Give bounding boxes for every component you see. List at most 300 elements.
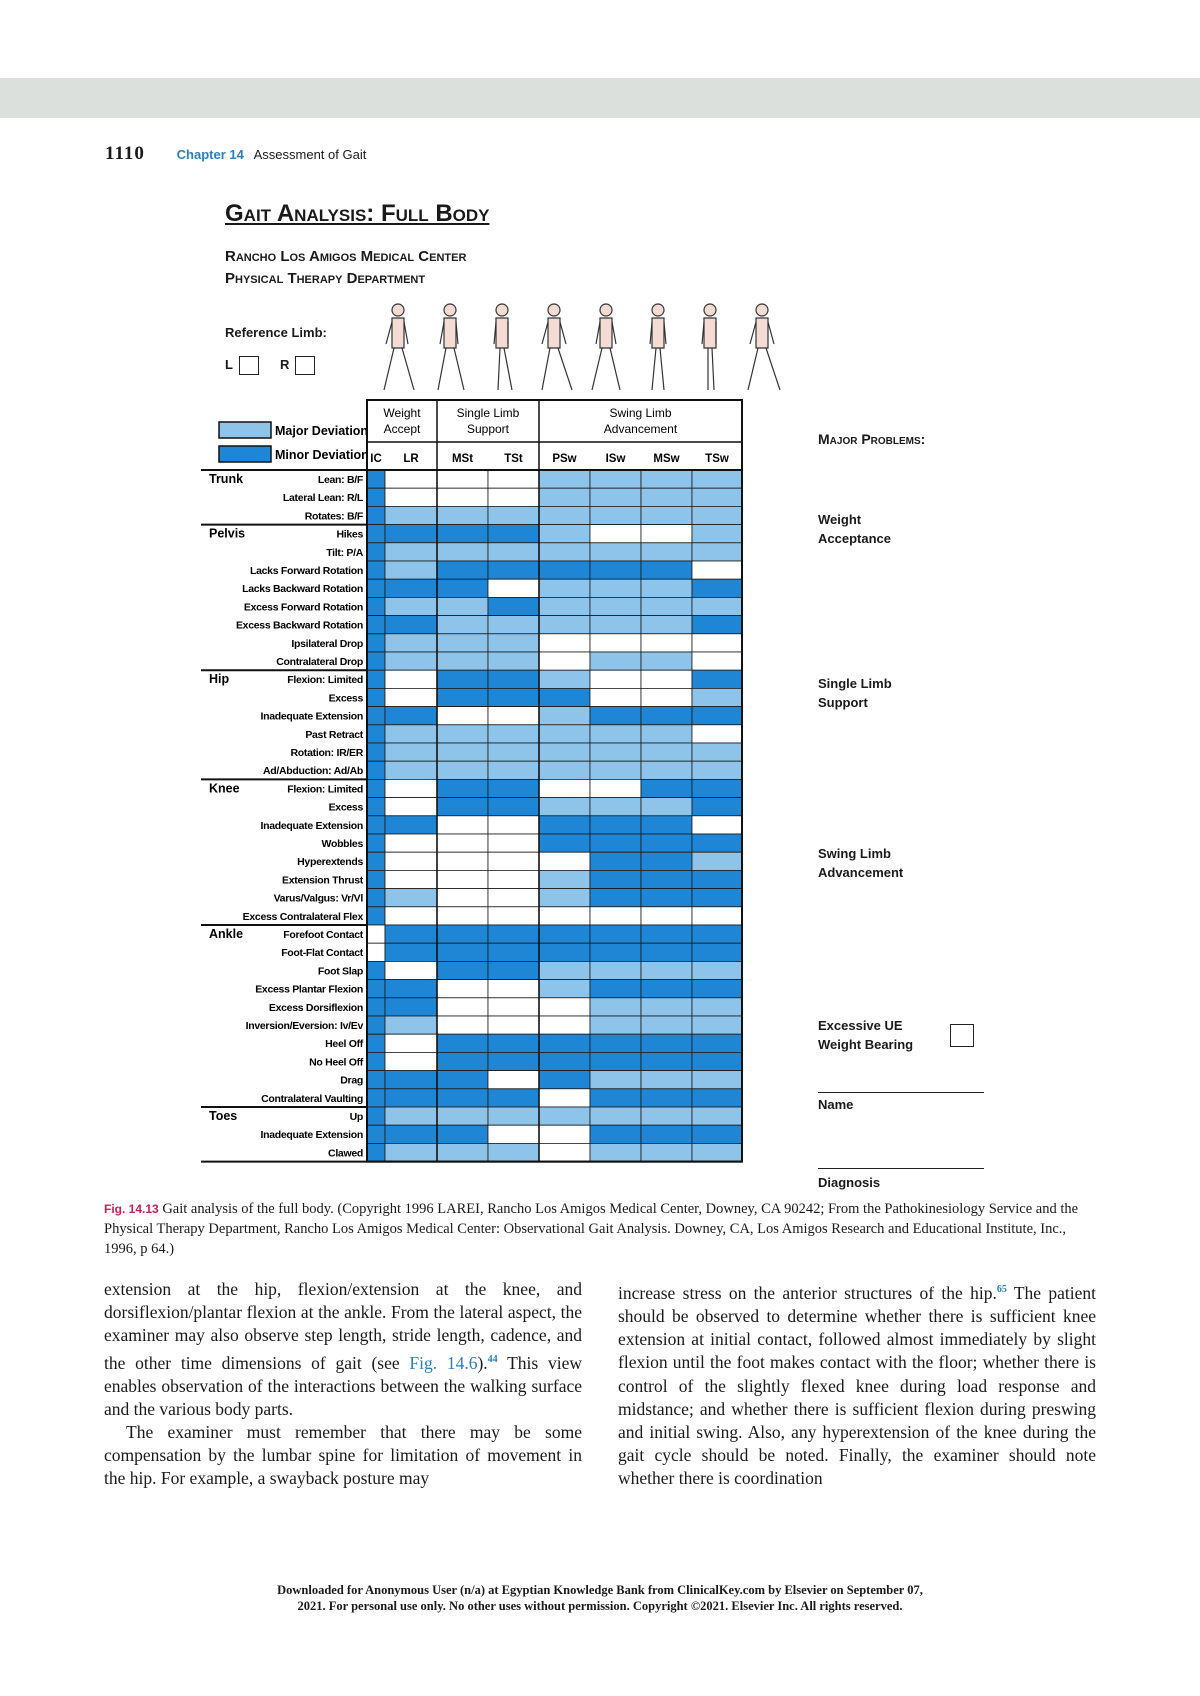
- grid-cell: [488, 1052, 539, 1070]
- grid-cell: [488, 488, 539, 506]
- grid-cell: [539, 470, 590, 488]
- grid-cell: [590, 707, 641, 725]
- grid-cell: [641, 670, 692, 688]
- right-limb-checkbox[interactable]: [295, 356, 315, 375]
- grid-cell: [539, 597, 590, 615]
- phase-group-label: Accept: [383, 422, 421, 436]
- grid-cell: [385, 798, 437, 816]
- grid-cell: [641, 688, 692, 706]
- grid-cell: [437, 652, 488, 670]
- grid-cell: [539, 998, 590, 1016]
- grid-cell: [692, 798, 742, 816]
- grid-cell: [385, 961, 437, 979]
- grid-cell: [641, 980, 692, 998]
- grid-cell: [385, 543, 437, 561]
- grid-cell: [539, 1071, 590, 1089]
- grid-cell: [590, 506, 641, 524]
- grid-cell: [367, 670, 385, 688]
- grid-cell: [692, 707, 742, 725]
- grid-cell: [488, 707, 539, 725]
- deviation-label: Wobbles: [321, 838, 363, 850]
- deviation-label: Foot Slap: [317, 965, 363, 978]
- grid-cell: [488, 925, 539, 943]
- grid-cell: [367, 925, 385, 943]
- grid-cell: [488, 761, 539, 779]
- grid-cell: [488, 1071, 539, 1089]
- grid-cell: [488, 1034, 539, 1052]
- grid-cell: [539, 652, 590, 670]
- grid-cell: [590, 488, 641, 506]
- gait-figure-lr: [438, 304, 464, 390]
- grid-cell: [437, 961, 488, 979]
- grid-cell: [641, 870, 692, 888]
- grid-cell: [692, 506, 742, 524]
- grid-cell: [641, 725, 692, 743]
- grid-cell: [385, 816, 437, 834]
- grid-cell: [488, 1016, 539, 1034]
- text-run: The patient should be observed to determine whether there is sufficient knee extension at initial contact, followed almost immediately by slight flexion until the foot makes contact with the floor; whether there is control of the slightly flexed knee during load response and midstance; and whether there is sufficient flexion during preswing and initial swing. Also, any hyperextension of the knee during the gait cycle should be noted. Finally, the examiner should note whether there is coordination: [618, 1282, 1097, 1489]
- grid-cell: [437, 834, 488, 852]
- grid-cell: [488, 506, 539, 524]
- deviation-label: Hikes: [336, 528, 363, 541]
- reference-limb-label: Reference Limb:: [225, 325, 327, 340]
- grid-cell: [590, 597, 641, 615]
- grid-cell: [367, 1107, 385, 1125]
- problem-swing-limb-advancement: Swing Limb Advancement: [818, 846, 904, 880]
- gait-figure-msw: [702, 304, 716, 390]
- grid-cell: [437, 470, 488, 488]
- deviation-label: Lacks Backward Rotation: [242, 583, 363, 596]
- deviation-label: Excess Dorsiflexion: [268, 1001, 363, 1014]
- grid-cell: [385, 852, 437, 870]
- deviation-label: Inadequate Extension: [260, 819, 363, 832]
- reference-link[interactable]: 65: [996, 1284, 1007, 1295]
- grid-cell: [488, 743, 539, 761]
- legend-major-label: Major Deviation: [275, 424, 369, 438]
- grid-cell: [641, 998, 692, 1016]
- deviation-label: Tilt: P/A: [326, 546, 363, 559]
- grid-cell: [590, 870, 641, 888]
- grid-cell: [590, 761, 641, 779]
- grid-cell: [641, 761, 692, 779]
- grid-cell: [539, 852, 590, 870]
- grid-cell: [488, 798, 539, 816]
- grid-cell: [539, 634, 590, 652]
- grid-cell: [385, 1016, 437, 1034]
- grid-cell: [385, 1107, 437, 1125]
- grid-cell: [367, 834, 385, 852]
- grid-cell: [539, 561, 590, 579]
- ue-weight-bearing-label: Excessive UE Weight Bearing: [818, 1018, 914, 1052]
- grid-cell: [692, 834, 742, 852]
- grid-cell: [488, 543, 539, 561]
- problem-single-limb-support: Single Limb Support: [818, 676, 892, 710]
- grid-cell: [367, 1071, 385, 1089]
- body-column-right: [618, 1278, 1096, 1491]
- grid-cell: [641, 743, 692, 761]
- grid-cell: [692, 670, 742, 688]
- right-limb-label: R: [280, 356, 290, 372]
- grid-cell: [437, 761, 488, 779]
- grid-cell: [641, 961, 692, 979]
- gait-figures-illustration: [372, 300, 812, 400]
- grid-cell: [590, 1016, 641, 1034]
- grid-cell: [437, 798, 488, 816]
- grid-cell: [692, 961, 742, 979]
- gait-figure-tsw: [748, 304, 780, 390]
- deviation-label: Excess Plantar Flexion: [255, 983, 363, 996]
- deviation-label: Flexion: Limited: [287, 783, 363, 796]
- deviation-label: Lacks Forward Rotation: [249, 565, 363, 577]
- deviation-label: Lean: B/F: [317, 474, 363, 486]
- grid-cell: [590, 743, 641, 761]
- grid-cell: [367, 998, 385, 1016]
- grid-cell: [692, 1034, 742, 1052]
- grid-cell: [367, 779, 385, 797]
- deviation-label: Foot-Flat Contact: [281, 947, 363, 960]
- deviation-label: Inadequate Extension: [260, 1129, 363, 1142]
- grid-cell: [692, 488, 742, 506]
- grid-cell: [367, 616, 385, 634]
- top-band: [0, 78, 1200, 118]
- download-footer: [0, 1582, 1200, 1614]
- grid-cell: [488, 579, 539, 597]
- grid-cell: [692, 943, 742, 961]
- grid-cell: [641, 889, 692, 907]
- ue-weight-bearing-checkbox[interactable]: [950, 1024, 974, 1047]
- grid-cell: [590, 1071, 641, 1089]
- grid-cell: [437, 870, 488, 888]
- grid-cell: [385, 889, 437, 907]
- department-name: Physical Therapy Department: [225, 270, 426, 287]
- grid-cell: [437, 1071, 488, 1089]
- grid-cell: [590, 907, 641, 925]
- grid-cell: [367, 506, 385, 524]
- grid-cell: [437, 1052, 488, 1070]
- grid-cell: [692, 998, 742, 1016]
- grid-cell: [437, 725, 488, 743]
- grid-cell: [385, 779, 437, 797]
- phase-group-label: Swing Limb: [609, 406, 672, 420]
- gait-figure-psw: [592, 304, 620, 390]
- deviation-label: Up: [349, 1111, 363, 1123]
- grid-cell: [367, 943, 385, 961]
- grid-cell: [692, 907, 742, 925]
- grid-cell: [590, 998, 641, 1016]
- diagnosis-line[interactable]: [818, 1168, 984, 1169]
- grid-cell: [367, 980, 385, 998]
- grid-cell: [385, 1125, 437, 1143]
- deviation-label: Ad/Abduction: Ad/Ab: [262, 765, 363, 778]
- grid-cell: [488, 1089, 539, 1107]
- grid-cell: [539, 816, 590, 834]
- grid-cell: [539, 761, 590, 779]
- grid-cell: [539, 980, 590, 998]
- gait-figure-mst: [494, 304, 512, 390]
- grid-cell: [641, 798, 692, 816]
- grid-cell: [692, 579, 742, 597]
- grid-cell: [437, 597, 488, 615]
- section-label-hip: Hip: [209, 672, 230, 687]
- grid-cell: [437, 1143, 488, 1161]
- grid-cell: [590, 816, 641, 834]
- grid-cell: [488, 834, 539, 852]
- section-label-ankle: Ankle: [209, 927, 244, 941]
- grid-cell: [641, 1125, 692, 1143]
- grid-cell: [539, 1089, 590, 1107]
- grid-cell: [590, 852, 641, 870]
- grid-cell: [437, 998, 488, 1016]
- grid-cell: [641, 652, 692, 670]
- grid-cell: [641, 488, 692, 506]
- grid-cell: [385, 488, 437, 506]
- grid-cell: [590, 1034, 641, 1052]
- deviation-label: Contralateral Vaulting: [261, 1092, 363, 1105]
- grid-cell: [488, 725, 539, 743]
- chapter-title: Assessment of Gait: [253, 147, 367, 162]
- grid-cell: [437, 688, 488, 706]
- grid-cell: [590, 652, 641, 670]
- text-run: ).: [477, 1352, 488, 1373]
- grid-cell: [692, 1052, 742, 1070]
- grid-cell: [488, 561, 539, 579]
- grid-cell: [385, 634, 437, 652]
- grid-cell: [367, 579, 385, 597]
- grid-cell: [437, 1107, 488, 1125]
- grid-cell: [641, 907, 692, 925]
- name-line[interactable]: [818, 1092, 984, 1093]
- deviation-label: Rotation: IR/ER: [290, 747, 363, 759]
- grid-cell: [385, 670, 437, 688]
- grid-cell: [590, 925, 641, 943]
- grid-cell: [641, 1016, 692, 1034]
- grid-cell: [437, 616, 488, 634]
- grid-cell: [641, 525, 692, 543]
- grid-cell: [539, 543, 590, 561]
- grid-cell: [385, 743, 437, 761]
- grid-cell: [367, 707, 385, 725]
- grid-cell: [692, 1107, 742, 1125]
- grid-cell: [590, 943, 641, 961]
- grid-cell: [539, 943, 590, 961]
- grid-cell: [437, 707, 488, 725]
- phase-group-label: Weight: [383, 406, 421, 420]
- problem-weight-acceptance: Weight Acceptance: [818, 512, 891, 546]
- grid-cell: [539, 688, 590, 706]
- grid-cell: [590, 616, 641, 634]
- grid-cell: [539, 579, 590, 597]
- legend-minor-swatch: [219, 446, 271, 462]
- grid-cell: [367, 852, 385, 870]
- grid-cell: [641, 579, 692, 597]
- grid-cell: [692, 1143, 742, 1161]
- grid-cell: [692, 634, 742, 652]
- grid-cell: [590, 634, 641, 652]
- grid-cell: [590, 579, 641, 597]
- grid-cell: [641, 779, 692, 797]
- phase-header-isw: ISw: [605, 453, 626, 465]
- grid-cell: [641, 707, 692, 725]
- running-header: [105, 143, 366, 165]
- grid-cell: [539, 1107, 590, 1125]
- figure-link[interactable]: Fig. 14.6: [409, 1352, 478, 1373]
- left-limb-option[interactable]: [225, 356, 259, 375]
- grid-cell: [385, 925, 437, 943]
- grid-cell: [692, 616, 742, 634]
- grid-cell: [367, 889, 385, 907]
- grid-cell: [488, 652, 539, 670]
- grid-cell: [692, 889, 742, 907]
- gait-figure-ic: [384, 304, 414, 390]
- grid-cell: [641, 506, 692, 524]
- chapter-label[interactable]: Chapter 14: [176, 147, 244, 162]
- grid-cell: [539, 907, 590, 925]
- grid-cell: [385, 980, 437, 998]
- deviation-label: Ipsilateral Drop: [291, 637, 363, 650]
- grid-cell: [367, 761, 385, 779]
- grid-cell: [437, 579, 488, 597]
- grid-cell: [590, 834, 641, 852]
- phase-header-tsw: TSw: [705, 453, 729, 465]
- figure-label: Fig. 14.13: [104, 1202, 159, 1216]
- grid-cell: [539, 743, 590, 761]
- deviation-label: Forefoot Contact: [283, 929, 363, 941]
- deviation-label: No Heel Off: [309, 1056, 363, 1069]
- grid-cell: [692, 652, 742, 670]
- grid-cell: [385, 688, 437, 706]
- grid-cell: [385, 1089, 437, 1107]
- deviation-label: Inadequate Extension: [260, 710, 363, 723]
- grid-cell: [692, 525, 742, 543]
- grid-cell: [692, 925, 742, 943]
- grid-cell: [367, 1089, 385, 1107]
- grid-cell: [437, 743, 488, 761]
- grid-cell: [641, 634, 692, 652]
- grid-cell: [488, 998, 539, 1016]
- grid-cell: [641, 852, 692, 870]
- grid-cell: [539, 834, 590, 852]
- section-label-pelvis: Pelvis: [209, 526, 246, 541]
- grid-cell: [692, 1016, 742, 1034]
- grid-cell: [692, 1089, 742, 1107]
- grid-cell: [692, 561, 742, 579]
- grid-cell: [488, 1107, 539, 1125]
- text-run: extension at the hip, flexion/extension at the knee, and dorsiflexion/plantar flexion at the ankle. From the lateral aspect, the examiner may also observe step length, stride length, cadence, and the other time dimensions of gait (see: [104, 1279, 582, 1373]
- grid-cell: [488, 525, 539, 543]
- body-column-left: [104, 1278, 582, 1491]
- grid-cell: [590, 688, 641, 706]
- grid-cell: [488, 670, 539, 688]
- grid-cell: [641, 543, 692, 561]
- grid-cell: [488, 816, 539, 834]
- deviation-label: Excess: [328, 801, 363, 814]
- grid-cell: [590, 889, 641, 907]
- grid-cell: [641, 816, 692, 834]
- grid-cell: [488, 852, 539, 870]
- grid-cell: [437, 1125, 488, 1143]
- grid-cell: [437, 943, 488, 961]
- major-problems-title: Major Problems:: [818, 431, 926, 447]
- legend-major-swatch: [219, 422, 271, 438]
- grid-cell: [367, 597, 385, 615]
- grid-cell: [367, 652, 385, 670]
- left-limb-label: L: [225, 356, 233, 372]
- grid-cell: [385, 597, 437, 615]
- deviation-label: Rotates: B/F: [304, 510, 363, 523]
- section-label-toes: Toes: [209, 1109, 238, 1123]
- grid-cell: [367, 1034, 385, 1052]
- grid-cell: [539, 870, 590, 888]
- grid-cell: [385, 525, 437, 543]
- grid-cell: [437, 1016, 488, 1034]
- grid-cell: [367, 525, 385, 543]
- grid-cell: [692, 870, 742, 888]
- grid-cell: [385, 652, 437, 670]
- grid-cell: [437, 816, 488, 834]
- grid-cell: [590, 561, 641, 579]
- deviation-label: Hyperextends: [297, 856, 363, 869]
- grid-cell: [488, 597, 539, 615]
- grid-cell: [385, 707, 437, 725]
- grid-cell: [367, 1016, 385, 1034]
- grid-cell: [539, 925, 590, 943]
- grid-cell: [641, 561, 692, 579]
- grid-cell: [385, 1052, 437, 1070]
- deviation-label: Excess Backward Rotation: [235, 619, 363, 632]
- grid-cell: [488, 779, 539, 797]
- grid-cell: [385, 834, 437, 852]
- grid-cell: [590, 470, 641, 488]
- grid-cell: [692, 779, 742, 797]
- grid-cell: [692, 543, 742, 561]
- grid-cell: [539, 707, 590, 725]
- grid-cell: [692, 980, 742, 998]
- grid-cell: [385, 1034, 437, 1052]
- grid-cell: [641, 1143, 692, 1161]
- left-limb-checkbox[interactable]: [239, 356, 259, 375]
- grid-cell: [692, 761, 742, 779]
- right-limb-option[interactable]: [280, 356, 315, 375]
- caption-text: Gait analysis of the full body. (Copyright 1996 LAREI, Rancho Los Amigos Medical Center, Downey, CA 90242; From the Pathokinesiology Service and the Physical Therapy Department, Rancho Los Amigos Medical Center: Observational Gait Analysis. Downey, CA, Los Amigos Research and Educational Institute, Inc., 1996, p 64.): [104, 1201, 1079, 1257]
- reference-link[interactable]: 44: [487, 1353, 498, 1365]
- grid-cell: [590, 543, 641, 561]
- deviation-label: Extension Thrust: [282, 874, 363, 887]
- grid-cell: [590, 525, 641, 543]
- grid-cell: [367, 816, 385, 834]
- legend-minor-label: Minor Deviation: [275, 448, 369, 462]
- grid-cell: [641, 1089, 692, 1107]
- deviation-label: Clawed: [328, 1147, 363, 1160]
- grid-cell: [367, 1125, 385, 1143]
- grid-cell: [367, 725, 385, 743]
- grid-cell: [437, 907, 488, 925]
- grid-cell: [539, 1034, 590, 1052]
- phase-header-lr: LR: [403, 453, 419, 465]
- grid-cell: [641, 470, 692, 488]
- grid-cell: [488, 470, 539, 488]
- page-number: 1110: [105, 143, 145, 164]
- grid-cell: [641, 616, 692, 634]
- grid-cell: [437, 889, 488, 907]
- grid-cell: [539, 779, 590, 797]
- grid-cell: [367, 798, 385, 816]
- footer-line-2: 2021. For personal use only. No other uses without permission. Copyright ©2021. Elsevier Inc. All rights reserved.: [297, 1599, 903, 1613]
- grid-cell: [437, 670, 488, 688]
- grid-cell: [590, 961, 641, 979]
- grid-cell: [385, 470, 437, 488]
- grid-cell: [437, 634, 488, 652]
- text-run: increase stress on the anterior structures of the hip.: [618, 1282, 997, 1303]
